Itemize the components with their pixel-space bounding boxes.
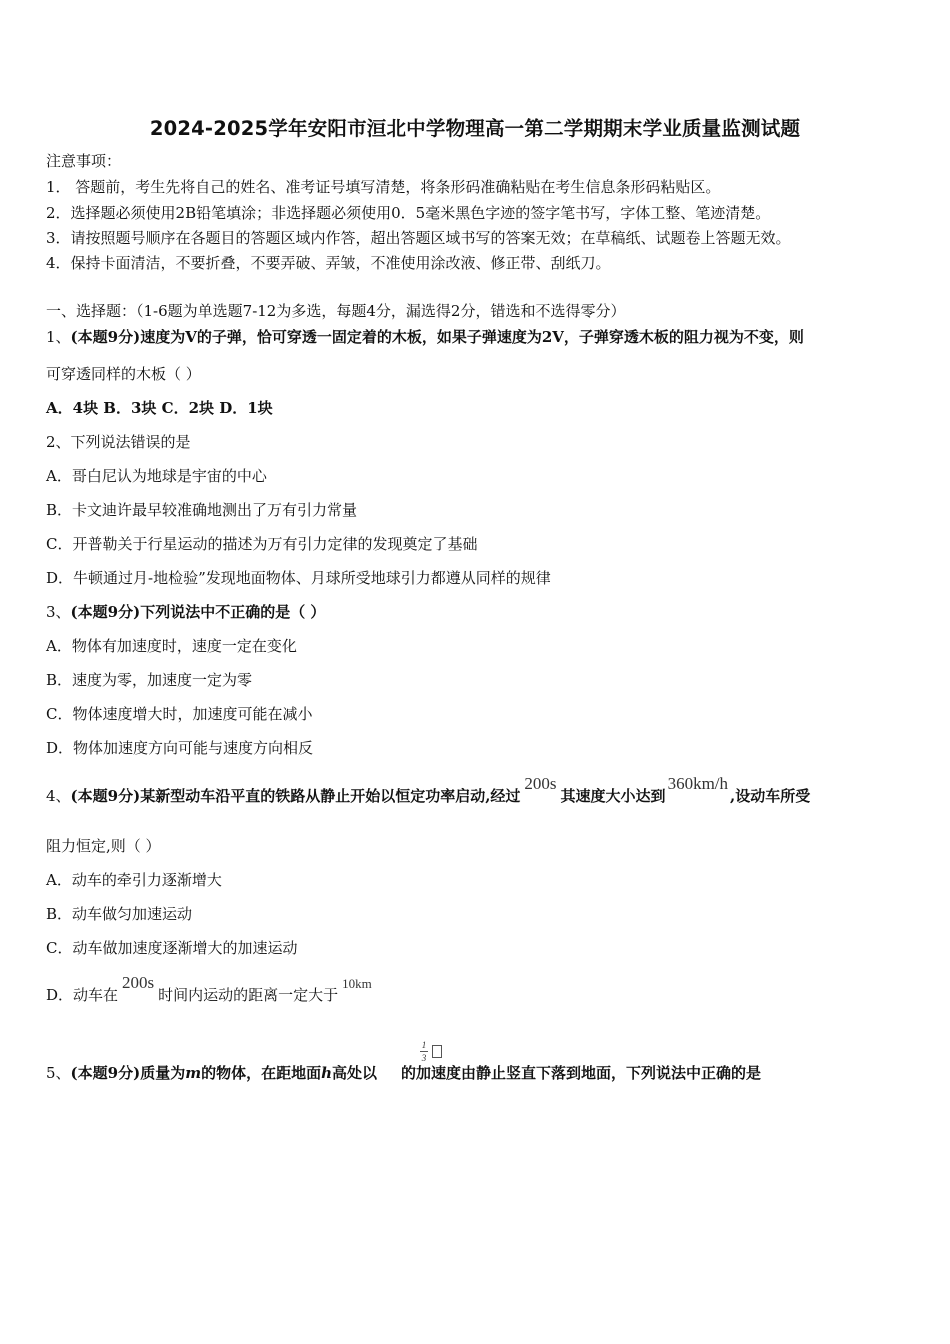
question-5-stem <box>46 1063 761 1083</box>
notice-item: 1． 答题前，考生先将自己的姓名、准考证号填写清楚，将条形码准确粘贴在考生信息条形码粘贴区。 <box>46 178 721 196</box>
question-1-stem <box>46 327 804 347</box>
question-score-tag: (本题9分) <box>70 787 141 805</box>
formula-time: 200s <box>122 973 155 992</box>
question-score-tag: (本题9分) <box>70 603 141 621</box>
question-text: 高处以 <box>332 1064 378 1082</box>
notice-item: 4．保持卡面清洁，不要折叠，不要弄破、弄皱，不准使用涂改液、修正带、刮纸刀。 <box>46 254 611 272</box>
option-d: D．牛顿通过月-地检验”发现地面物体、月球所受地球引力都遵从同样的规律 <box>46 569 551 587</box>
option-c: C．开普勒关于行星运动的描述为万有引力定律的发现奠定了基础 <box>46 535 478 553</box>
page-title: 2024-2025学年安阳市洹北中学物理高一第二学期期末学业质量监测试题 <box>149 117 801 140</box>
question-number: 3、 <box>46 603 71 621</box>
question-text: 某新型动车沿平直的铁路从静止开始以恒定功率启动,经过 <box>140 787 521 805</box>
option-a: A．哥白尼认为地球是宇宙的中心 <box>46 467 267 485</box>
variable-h: h <box>321 1064 332 1082</box>
question-number: 5、 <box>46 1064 71 1082</box>
option-d <box>46 973 372 1006</box>
question-text: ,设动车所受 <box>730 787 811 805</box>
notice-heading: 注意事项： <box>46 152 122 170</box>
formula-distance: 10km <box>342 976 372 991</box>
fraction-bar <box>420 1051 428 1052</box>
option-b: B．动车做匀加速运动 <box>46 905 193 923</box>
option-text: 时间内运动的距离一定大于 <box>158 986 339 1004</box>
question-1-stem-cont: 可穿透同样的木板（ ） <box>46 365 201 383</box>
question-4-stem <box>46 774 811 806</box>
fraction-numerator: 1 <box>421 1040 427 1050</box>
question-1-options: A．4块 B．3块 C．2块 D．1块 <box>46 399 273 417</box>
notice-item: 2．选择题必须使用2B铅笔填涂；非选择题必须使用0．5毫米黑色字迹的签字笔书写，字体工整、笔迹清楚。 <box>46 204 771 222</box>
question-text: 的物体，在距地面 <box>201 1064 322 1082</box>
question-number: 1、 <box>46 328 71 346</box>
question-text: 速度为V的子弹，恰可穿透一固定着的木板，如果子弹速度为2V，子弹穿透木板的阻力视为不变，则 <box>140 328 804 346</box>
question-score-tag: (本题9分) <box>70 328 141 346</box>
formula-time: 200s <box>524 774 557 793</box>
option-d: D．物体加速度方向可能与速度方向相反 <box>46 739 314 757</box>
question-text: 其速度大小达到 <box>560 787 666 805</box>
fraction-denominator: 3 <box>421 1053 427 1063</box>
formula-speed: 360km/h <box>667 774 729 793</box>
option-c: C．物体速度增大时，加速度可能在减小 <box>46 705 313 723</box>
question-2-stem: 2、下列说法错误的是 <box>46 433 191 451</box>
missing-glyph-icon <box>432 1045 442 1058</box>
notice-item: 3．请按照题号顺序在各题目的答题区域内作答，超出答题区域书写的答案无效；在草稿纸、试题卷上答题无效。 <box>46 229 791 247</box>
question-3-stem <box>46 602 325 622</box>
question-score-tag: (本题9分) <box>70 1064 141 1082</box>
question-text: 质量为 <box>140 1064 186 1082</box>
variable-m: m <box>185 1064 202 1082</box>
question-text: 的加速度由静止竖直下落到地面，下列说法中正确的是 <box>401 1064 762 1082</box>
option-text: D．动车在 <box>46 986 119 1004</box>
option-a: A．动车的牵引力逐渐增大 <box>46 871 222 889</box>
question-number: 4、 <box>46 787 71 805</box>
section-heading: 一、选择题：（1-6题为单选题7-12为多选，每题4分，漏选得2分，错选和不选得零分） <box>46 302 626 320</box>
option-b: B．速度为零，加速度一定为零 <box>46 671 253 689</box>
question-text: 下列说法中不正确的是（ ） <box>140 603 326 621</box>
question-4-stem-cont: 阻力恒定,则（ ） <box>46 837 161 855</box>
option-c: C．动车做加速度逐渐增大的加速运动 <box>46 939 298 957</box>
option-b: B．卡文迪许最早较准确地测出了万有引力常量 <box>46 501 358 519</box>
option-a: A．物体有加速度时，速度一定在变化 <box>46 637 297 655</box>
